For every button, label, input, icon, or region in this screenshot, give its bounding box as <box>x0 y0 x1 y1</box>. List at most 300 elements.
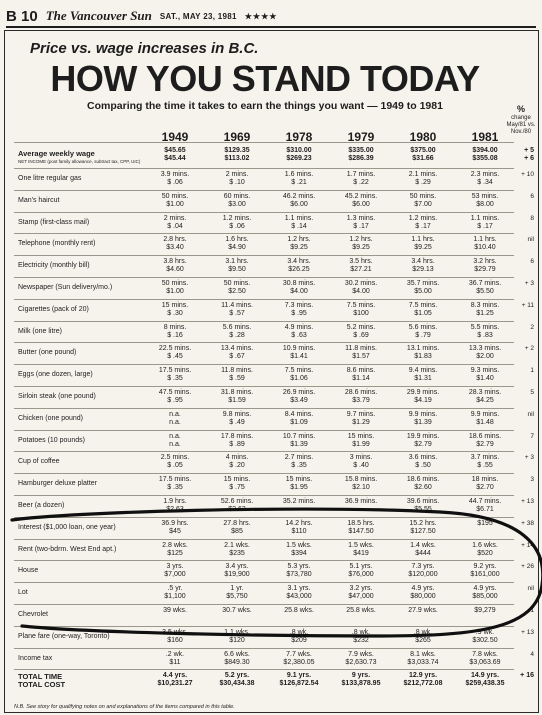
page-number: B 10 <box>6 7 38 25</box>
cell-price: $100 <box>353 309 369 317</box>
cell-time: 26.9 mins. <box>282 389 316 396</box>
cell-time: 15.8 mins. <box>344 476 378 484</box>
cell-time: 19.9 mins. <box>406 432 440 440</box>
cell-time: 36.9 mins. <box>344 498 378 505</box>
wage-gross: $375.00 <box>410 147 436 154</box>
cell-price: $85 <box>231 527 243 535</box>
cell-time: 17.5 mins. <box>158 367 192 375</box>
row-label: Cigarettes (pack of 20) <box>18 305 89 313</box>
cell-price: $7.00 <box>414 200 432 208</box>
cell-price: $6.00 <box>352 200 370 208</box>
cell-price: $1.29 <box>352 418 370 426</box>
pct-line-3: Nov./80 <box>510 129 532 135</box>
cell-time: 3.9 mins. <box>160 171 190 178</box>
cell-price: $1.48 <box>476 418 494 426</box>
pct-line-1: change <box>511 115 531 121</box>
cell-price: $120,000 <box>408 571 438 579</box>
cell-time: 52.6 mins. <box>220 498 254 505</box>
cell-time: 1.5 wks. <box>286 541 312 549</box>
cell-price: n.a. <box>169 440 181 448</box>
cell-price: $ .06 <box>167 179 183 186</box>
cell-time: 18.6 mins. <box>406 476 440 484</box>
cell-price: $1.05 <box>414 309 432 317</box>
cell-time: 11.8 mins. <box>345 345 377 353</box>
cell-time: 9.9 mins. <box>470 410 500 418</box>
cell-time: 5.6 mins. <box>222 323 252 331</box>
cell-price: $ .59 <box>229 375 245 383</box>
cell-price: $1.14 <box>352 375 370 383</box>
cell-time: 2.8 hrs. <box>163 236 187 244</box>
cell-price: $195 <box>477 519 493 527</box>
year-header: 1979 <box>347 130 375 144</box>
cell-time: 3 mins. <box>349 454 373 462</box>
cell-price: $ .75 <box>229 484 245 492</box>
cell-time: 30.7 wks. <box>222 607 252 614</box>
cell-price: $43,000 <box>286 593 312 601</box>
cell-price: $ .28 <box>229 331 245 339</box>
pct-change: + 5 <box>524 147 534 154</box>
cell-price: $ .69 <box>353 331 369 339</box>
cell-time: 18.6 mins. <box>468 432 502 440</box>
cell-price: $232 <box>353 636 369 644</box>
cell-price: $2,380.05 <box>283 658 315 666</box>
cell-time: 1.6 wks. <box>472 541 498 549</box>
cell-price: $ .49 <box>229 418 245 426</box>
cell-price: $4.60 <box>166 266 184 274</box>
cell-price: $9,279 <box>474 607 496 614</box>
cell-time: 47.5 mins. <box>158 389 192 396</box>
row-label: Eggs (one dozen, large) <box>18 371 93 379</box>
pct-change: 1 <box>530 607 534 614</box>
cell-price: $ .34 <box>477 179 493 186</box>
cell-price: $ .55 <box>477 462 493 470</box>
cell-time: 3.2 yrs. <box>349 585 373 593</box>
total-cost: $30,434.38 <box>219 680 255 688</box>
cell-price: $3.00 <box>228 200 246 208</box>
wage-gross: $394.00 <box>472 147 498 154</box>
cell-time: 15 mins. <box>347 432 375 440</box>
cell-time: 50 mins. <box>409 192 437 200</box>
cell-price: $2.10 <box>352 484 370 492</box>
cell-time: 50 mins. <box>223 280 251 287</box>
pct-change: + 16 <box>520 672 534 680</box>
cell-time: 29.9 mins. <box>406 389 440 396</box>
cell-time: 1.1 hrs. <box>411 236 435 244</box>
cell-price: $3,033.74 <box>407 658 439 666</box>
wage-gross: $310.00 <box>286 147 312 154</box>
cell-time: 3 yrs. <box>166 563 184 571</box>
cell-time: 9.3 mins. <box>470 367 500 375</box>
cell-price: $45 <box>169 527 181 535</box>
cell-price: $5.50 <box>476 288 494 295</box>
cell-time: 7.5 mins. <box>346 301 376 309</box>
cell-time: 1.2 hrs. <box>287 236 311 244</box>
cell-price: $4.25 <box>476 397 494 404</box>
cell-price: $80,000 <box>410 593 436 601</box>
cell-time: 27.8 hrs. <box>223 519 251 527</box>
cell-time: 7.7 wks. <box>286 650 312 658</box>
cell-price: $2.63 <box>228 506 246 513</box>
row-label: House <box>18 567 39 575</box>
cell-time: 10.9 mins. <box>282 345 316 353</box>
year-header: 1949 <box>161 130 189 144</box>
cell-time: 7.9 wks. <box>348 650 374 658</box>
cell-price: $9.25 <box>352 244 370 252</box>
pct-change: + 2 <box>524 345 534 353</box>
pct-change: 8 <box>530 214 534 222</box>
cell-time: 3.1 hrs. <box>225 258 249 266</box>
issue-date: SAT., MAY 23, 1981 <box>159 11 237 21</box>
cell-price: $3.79 <box>352 397 370 404</box>
cell-price: $ .95 <box>291 309 307 317</box>
total-time: 4.4 yrs. <box>162 672 188 680</box>
cell-time: 8.1 wks. <box>410 650 436 658</box>
total-cost: $212,772.08 <box>403 680 443 688</box>
cell-price: $ .40 <box>353 462 369 470</box>
pct-change: 3 <box>530 476 534 484</box>
cell-time: .8 wk. <box>351 628 371 636</box>
cell-time: 1.4 wks. <box>410 541 436 549</box>
wage-gross: $45.65 <box>164 147 186 154</box>
pct-change: + 38 <box>521 519 534 527</box>
cell-time: 4.9 yrs. <box>473 585 497 593</box>
pct-change: 1 <box>530 367 534 375</box>
row-label: One litre regular gas <box>18 175 82 182</box>
cell-time: 2.5 mins. <box>160 454 190 462</box>
cell-price: $2.60 <box>414 484 432 492</box>
cell-time: 18 mins. <box>471 476 499 484</box>
pct-symbol: % <box>516 104 525 114</box>
cell-time: 1.6 mins. <box>284 171 314 178</box>
cell-price: $ .95 <box>167 397 183 404</box>
pct-change: nil <box>527 410 534 418</box>
footnote: N.B. See story for qualifying notes on and explanations of the items compared in this table. <box>14 704 235 710</box>
pct-change: + 3 <box>524 280 534 287</box>
cell-time: 1.6 hrs. <box>225 236 249 244</box>
pct-line-2: May/81 vs. <box>506 122 536 128</box>
row-label: Lot <box>18 589 28 597</box>
cell-price: $520 <box>477 549 493 557</box>
cell-time: 1.7 mins. <box>346 171 376 178</box>
subhead: Comparing the time it takes to earn the things you want — 1949 to 1981 <box>87 100 443 112</box>
cell-price: $ .30 <box>167 309 183 317</box>
pct-change: + 11 <box>521 301 534 309</box>
cell-time: 1.2 mins. <box>222 214 252 222</box>
wage-net: $45.44 <box>164 155 186 162</box>
wage-net: $286.39 <box>348 155 374 162</box>
cell-price: $1.09 <box>290 418 308 426</box>
cell-time: 5.3 yrs. <box>287 563 311 571</box>
cell-time: 1.3 mins. <box>346 214 376 222</box>
cell-time: 3.4 hrs. <box>411 258 435 266</box>
cell-time: 3.7 mins. <box>470 454 500 462</box>
cell-price: $9.25 <box>414 244 432 252</box>
cell-price: $2.70 <box>476 484 494 492</box>
cell-price: $1.25 <box>476 309 494 317</box>
cell-price: $26.25 <box>288 266 310 274</box>
cell-time: .5 yr. <box>167 585 183 593</box>
cell-price: $ .06 <box>229 222 245 230</box>
row-label: Stamp (first-class mail) <box>18 218 90 226</box>
cell-price: $9.50 <box>228 266 246 274</box>
cell-price: $ .17 <box>477 222 493 230</box>
cell-price: $73,780 <box>286 571 312 579</box>
cell-time: 50 mins. <box>161 192 189 200</box>
cell-price: $419 <box>353 549 369 557</box>
cell-price: $1.41 <box>290 353 308 361</box>
row-label: Milk (one litre) <box>18 327 62 335</box>
row-label-wage: Average weekly wage <box>18 149 95 158</box>
pct-change: + 13 <box>521 628 534 636</box>
cell-price: $4.00 <box>352 288 370 295</box>
cell-price: $ .35 <box>291 462 307 470</box>
pct-change: 4 <box>530 650 534 658</box>
cell-price: $1.40 <box>476 375 494 383</box>
cell-time: 1.1 mins. <box>284 214 314 222</box>
total-time: 5.2 yrs. <box>224 672 250 680</box>
cell-price: $19,900 <box>224 571 250 579</box>
pct-change: 2 <box>530 323 534 331</box>
cell-time: 28.6 mins. <box>344 389 378 396</box>
cell-price: $302.50 <box>472 636 498 644</box>
cell-price: $849.30 <box>224 658 250 666</box>
wage-net: $355.08 <box>472 155 498 162</box>
cell-price: $444 <box>415 549 431 557</box>
cell-price: $10.40 <box>474 244 496 252</box>
pct-change: nil <box>527 585 534 593</box>
cell-price: $1.83 <box>414 353 432 361</box>
cell-time: 15.2 hrs. <box>409 519 437 527</box>
total-cost: $126,872.54 <box>279 680 319 688</box>
cell-price: $ .35 <box>167 484 183 492</box>
cell-price: $1.99 <box>352 440 370 448</box>
cell-time: 4 mins. <box>225 454 249 462</box>
row-label: Chicken (one pound) <box>18 414 83 422</box>
row-sublabel-wage: NET INCOME (post family allowance, subtract tax, CPP, UIC) <box>18 159 141 164</box>
cell-price: $2.79 <box>414 440 432 448</box>
cell-price: $ .89 <box>229 440 245 448</box>
cell-time: 4.9 mins. <box>284 323 314 331</box>
kicker: Price vs. wage increases in B.C. <box>30 40 259 57</box>
cell-time: 1.2 mins. <box>408 214 438 222</box>
row-label: Potatoes (10 pounds) <box>18 436 85 444</box>
total-cost: $133,878.95 <box>341 680 381 688</box>
pct-change: + 6 <box>524 155 534 162</box>
cell-price: $3,063.69 <box>469 658 501 666</box>
cell-time: 7.8 wks. <box>472 650 498 658</box>
cell-price: $29.13 <box>412 266 434 274</box>
cell-time: 5.1 yrs. <box>349 563 373 571</box>
total-cost: $10,231.27 <box>157 680 193 688</box>
cell-price: $ .10 <box>229 179 245 186</box>
cell-price: $29.79 <box>474 266 496 274</box>
cell-price: $ .16 <box>167 331 183 339</box>
cell-time: 36.9 hrs. <box>161 519 189 527</box>
cell-time: 1 yr. <box>230 585 244 593</box>
cell-price: $265 <box>415 636 431 644</box>
cell-price: $6.71 <box>476 506 494 513</box>
wage-gross: $129.35 <box>224 147 250 154</box>
cell-time: 25.8 wks. <box>346 607 376 614</box>
pct-change: 7 <box>530 432 534 440</box>
pct-change: + 14 <box>521 541 534 549</box>
cell-time: 10.7 mins. <box>282 432 316 440</box>
cell-time: 8.6 mins. <box>346 367 376 375</box>
wage-net: $113.02 <box>224 155 250 162</box>
cell-time: 30.8 mins. <box>282 280 316 287</box>
cell-price: $120 <box>229 636 245 644</box>
cell-time: 5.5 mins. <box>470 323 500 331</box>
cell-time: 1.1 mins. <box>470 214 500 222</box>
row-label: Beer (a dozen) <box>18 502 65 509</box>
cell-price: $2.79 <box>476 440 494 448</box>
row-label: Income tax <box>18 654 53 662</box>
cell-price: $1.06 <box>290 375 308 383</box>
cell-time: 35.7 mins. <box>406 280 440 287</box>
cell-time: 3.2 hrs. <box>473 258 497 266</box>
cell-price: $1.57 <box>352 353 370 361</box>
total-time: 12.9 yrs. <box>408 672 438 680</box>
cell-time: 13.4 mins. <box>220 345 254 353</box>
cell-price: $125 <box>167 549 183 557</box>
cell-price: $85,000 <box>472 593 498 601</box>
row-label: Man's haircut <box>18 196 60 204</box>
cell-price: $4.90 <box>228 244 246 252</box>
total-cost: $259,438.35 <box>465 680 505 688</box>
total-time: 9 yrs. <box>351 672 371 680</box>
total-time: 14.9 yrs. <box>470 672 500 680</box>
cell-time: 5.6 mins. <box>408 323 438 331</box>
total-time-label: TOTAL TIME <box>18 672 63 682</box>
cell-time: 35.2 mins. <box>282 498 316 505</box>
row-label: Rent (two-bdrm. West End apt.) <box>18 545 117 553</box>
cell-time: 9.2 yrs. <box>473 563 497 571</box>
row-label: Newspaper (Sun delivery/mo.) <box>18 284 113 291</box>
cell-price: $6.00 <box>290 200 308 208</box>
cell-price: $4.19 <box>414 397 432 404</box>
cell-time: 45.2 mins. <box>344 192 378 200</box>
cell-time: 13.3 mins. <box>468 345 502 353</box>
cell-price: $1,100 <box>164 593 186 601</box>
cell-price: $27.21 <box>350 266 372 274</box>
cell-time: 50 mins. <box>161 280 189 287</box>
cell-time: 4.9 yrs. <box>411 585 435 593</box>
cell-time: 3.5 hrs. <box>349 258 373 266</box>
cell-time: .8 wk. <box>289 628 309 636</box>
cell-price: $3.49 <box>290 397 308 404</box>
cell-price: n.a. <box>169 418 181 426</box>
cell-time: 2.1 mins. <box>408 171 438 178</box>
row-label: Plane fare (one-way, Toronto) <box>18 632 110 640</box>
row-label: Sirloin steak (one pound) <box>18 393 96 400</box>
cell-time: 3.4 yrs. <box>225 563 249 571</box>
year-header: 1978 <box>285 130 313 144</box>
cell-time: 6.6 wks. <box>224 650 250 658</box>
cell-time: 3.6 mins. <box>408 454 438 462</box>
cell-price: $2.00 <box>476 353 494 361</box>
cell-price: $ .50 <box>415 462 431 470</box>
cell-price: $1.95 <box>290 484 308 492</box>
cell-time: 53 mins. <box>471 192 499 200</box>
cell-time: 11.4 mins. <box>221 301 253 309</box>
pct-change: + 3 <box>524 454 534 462</box>
cell-time: 8.3 mins. <box>470 301 500 309</box>
cell-time: 1.1 wks. <box>224 628 250 636</box>
pct-change: 5 <box>530 389 534 396</box>
cell-price: $4.00 <box>290 288 308 295</box>
row-label: Interest ($1,000 loan, one year) <box>18 523 116 531</box>
cell-price: $ .57 <box>229 309 245 317</box>
cell-time: 7.5 mins. <box>408 301 438 309</box>
cell-time: n.a. <box>169 410 181 418</box>
edition-stars: ★★★★ <box>244 11 278 21</box>
cell-time: 31.8 mins. <box>220 389 254 396</box>
cell-price: $160 <box>167 636 183 644</box>
cell-price: $ .04 <box>167 222 183 230</box>
year-header: 1969 <box>223 130 251 144</box>
cell-price: $9.25 <box>290 244 308 252</box>
cell-time: 3.5 wks. <box>162 628 188 636</box>
cell-time: 17.5 mins. <box>158 476 192 484</box>
cell-time: 44.7 mins. <box>468 498 502 505</box>
cell-time: 3.1 yrs. <box>287 585 311 593</box>
total-time: 9.1 yrs. <box>286 672 312 680</box>
pct-change: 6 <box>530 258 534 266</box>
cell-time: 1.5 wks. <box>348 541 374 549</box>
row-label: Hamburger deluxe platter <box>18 480 97 488</box>
headline: HOW YOU STAND TODAY <box>50 58 480 99</box>
cell-time: 15 mins. <box>161 301 189 309</box>
cell-time: 2.3 mins. <box>470 171 500 178</box>
cell-time: 2 mins. <box>163 214 187 222</box>
cell-time: 28.3 mins. <box>468 389 502 396</box>
cell-price: $ .83 <box>477 331 493 339</box>
cell-price: $3.40 <box>166 244 184 252</box>
cell-time: 7.5 mins. <box>284 367 314 375</box>
cell-time: .8 wk. <box>413 628 433 636</box>
cell-price: $11 <box>169 658 181 666</box>
cell-price: $235 <box>229 549 245 557</box>
pct-change: + 26 <box>521 563 534 571</box>
cell-price: $1.39 <box>414 418 432 426</box>
cell-time: 7.3 yrs. <box>411 563 435 571</box>
cell-time: 15 mins. <box>223 476 251 484</box>
row-label: Telephone (monthly rent) <box>18 240 96 248</box>
cell-price: $ .17 <box>415 222 431 230</box>
cell-time: 46.2 mins. <box>282 192 316 200</box>
cell-price: $ .63 <box>291 331 307 339</box>
cell-time: 2.8 wks. <box>162 541 188 549</box>
cell-time: 39.6 mins. <box>406 498 440 505</box>
cell-price: $5.00 <box>414 288 432 295</box>
cell-time: 3.4 hrs. <box>287 258 311 266</box>
cell-time: 9.7 mins. <box>346 410 376 418</box>
cell-price: $1.39 <box>290 440 308 448</box>
cell-price: $2.63 <box>166 506 184 513</box>
row-label: Electricity (monthly bill) <box>18 262 90 270</box>
pct-change: nil <box>527 236 534 244</box>
cell-time: 2.7 mins. <box>284 454 314 462</box>
cell-time: 2.1 wks. <box>224 541 250 549</box>
cell-price: $ .67 <box>229 353 245 361</box>
cell-price: $147.50 <box>348 527 374 535</box>
cell-price: $127.50 <box>410 527 436 535</box>
cell-time: .2 wk. <box>165 650 185 658</box>
cell-price: $ .21 <box>291 179 307 186</box>
cell-time: 13.1 mins. <box>406 345 440 353</box>
newspaper-name: The Vancouver Sun <box>45 8 152 23</box>
cell-time: 8 mins. <box>163 323 187 331</box>
